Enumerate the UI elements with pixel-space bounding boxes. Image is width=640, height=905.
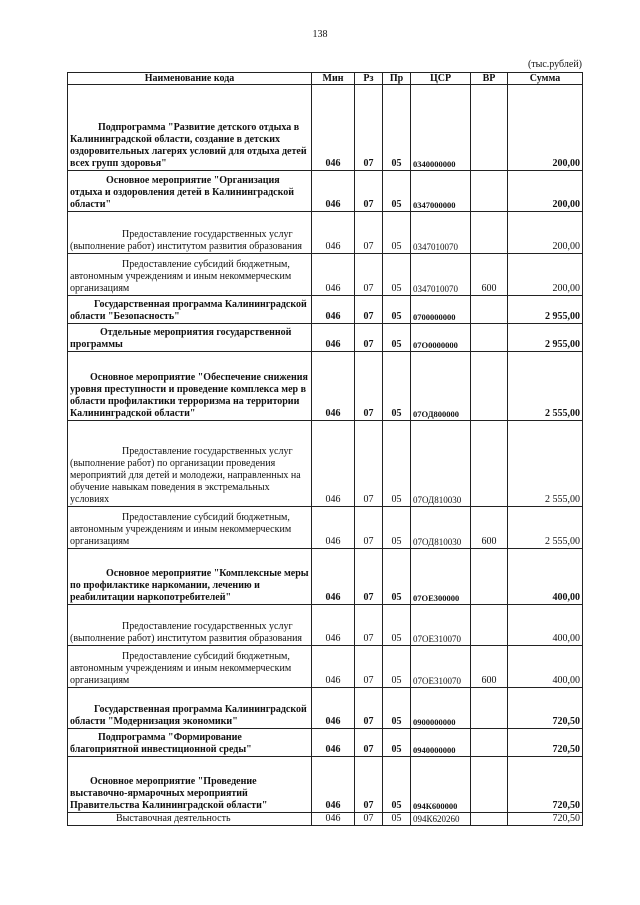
cell-name [68, 757, 312, 813]
cell-vr [471, 296, 508, 324]
cell-pr: 05 [383, 212, 411, 254]
cell-sum: 2 555,00 [508, 421, 583, 507]
cell-min: 046 [312, 212, 355, 254]
table-row [68, 605, 583, 646]
cell-csr: 094К600000 [411, 757, 471, 813]
cell-vr [471, 605, 508, 646]
row-name-text: Предоставление субсидий бюджетным, автономным учреждениям и иным некоммерческим организациям [70, 259, 292, 294]
cell-min: 046 [312, 688, 355, 729]
cell-csr: 07ОЕ310070 [411, 646, 471, 688]
row-name-text: Предоставление субсидий бюджетным, автономным учреждениям и иным некоммерческим организациям [70, 651, 292, 686]
cell-min: 046 [312, 85, 355, 171]
cell-vr [471, 85, 508, 171]
cell-pr: 05 [383, 85, 411, 171]
page-number: 138 [312, 29, 328, 40]
cell-pr: 05 [383, 688, 411, 729]
cell-vr [471, 421, 508, 507]
cell-min: 046 [312, 324, 355, 352]
cell-rz: 07 [355, 254, 383, 296]
table-row [68, 507, 583, 549]
header-rz: Рз [355, 73, 383, 85]
cell-name [68, 646, 312, 688]
cell-rz: 07 [355, 421, 383, 507]
cell-sum: 720,50 [508, 757, 583, 813]
cell-sum: 400,00 [508, 605, 583, 646]
cell-min: 046 [312, 507, 355, 549]
cell-sum: 720,50 [508, 729, 583, 757]
cell-csr: 0347010070 [411, 254, 471, 296]
cell-csr: 0340000000 [411, 85, 471, 171]
cell-vr: 600 [471, 646, 508, 688]
cell-sum: 2 955,00 [508, 324, 583, 352]
table-row [68, 85, 583, 171]
table-row [68, 324, 583, 352]
cell-min: 046 [312, 813, 355, 826]
table-row [68, 757, 583, 813]
row-name-text: Предоставление государственных услуг (выполнение работ) по организации проведения мероприятий для детей и молодежи, направленных на обучение навыкам поведения в экстремальных условиях [70, 446, 301, 505]
cell-csr: 094К620260 [411, 813, 471, 826]
cell-rz: 07 [355, 171, 383, 212]
cell-name [68, 85, 312, 171]
cell-rz: 07 [355, 212, 383, 254]
cell-sum: 200,00 [508, 171, 583, 212]
row-name-text: Государственная программа Калининградской области "Модернизация экономики" [70, 704, 307, 727]
row-name-text: Основное мероприятие "Обеспечение снижения уровня преступности и проведение комплекса мер в области профилактики терроризма на территории Калининградской области" [70, 372, 308, 419]
cell-csr: 07ОД810030 [411, 421, 471, 507]
table-row [68, 254, 583, 296]
cell-min: 046 [312, 352, 355, 421]
cell-vr [471, 352, 508, 421]
header-row [68, 73, 583, 85]
cell-vr [471, 813, 508, 826]
row-name-text: Государственная программа Калининградской области "Безопасность" [70, 299, 307, 322]
cell-vr [471, 757, 508, 813]
cell-min: 046 [312, 757, 355, 813]
table-body [68, 85, 583, 826]
cell-rz: 07 [355, 549, 383, 605]
cell-name [68, 296, 312, 324]
cell-name [68, 605, 312, 646]
row-name-text: Отдельные мероприятия государственной программы [70, 327, 292, 350]
cell-vr [471, 729, 508, 757]
budget-table [67, 72, 583, 826]
cell-csr: 0900000000 [411, 688, 471, 729]
cell-csr: 07О0000000 [411, 324, 471, 352]
cell-vr [471, 212, 508, 254]
cell-name [68, 729, 312, 757]
cell-min: 046 [312, 729, 355, 757]
cell-pr: 05 [383, 549, 411, 605]
row-name-text: Предоставление государственных услуг (выполнение работ) институтом развития образования [70, 621, 303, 644]
row-name-text: Подпрограмма "Формирование благоприятной инвестиционной среды" [70, 732, 252, 755]
header-pr: Пр [383, 73, 411, 85]
cell-pr: 05 [383, 254, 411, 296]
row-name-text: Подпрограмма "Развитие детского отдыха в Калининградской области, создание в детских оздоровительных лагерях условий для отдыха детей всех групп здоровья" [70, 122, 307, 169]
row-name-text: Основное мероприятие "Организация отдыха и оздоровления детей в Калининградской области" [70, 175, 294, 210]
units-label: (тыс.рублей) [527, 59, 582, 70]
cell-pr: 05 [383, 646, 411, 688]
cell-rz: 07 [355, 85, 383, 171]
cell-vr [471, 549, 508, 605]
table-row [68, 352, 583, 421]
table-row [68, 296, 583, 324]
cell-name [68, 688, 312, 729]
cell-pr: 05 [383, 324, 411, 352]
table-row [68, 729, 583, 757]
cell-pr: 05 [383, 421, 411, 507]
row-name-text: Основное мероприятие "Проведение выставочно-ярмарочных мероприятий Правительства Калининградской области" [70, 776, 268, 811]
cell-pr: 05 [383, 296, 411, 324]
cell-pr: 05 [383, 605, 411, 646]
cell-name [68, 421, 312, 507]
cell-vr: 600 [471, 507, 508, 549]
cell-rz: 07 [355, 646, 383, 688]
cell-sum: 2 555,00 [508, 507, 583, 549]
cell-csr: 0347000000 [411, 171, 471, 212]
row-name-text: Основное мероприятие "Комплексные меры по профилактике наркомании, лечению и реабилитации наркопотребителей" [70, 568, 309, 603]
cell-rz: 07 [355, 296, 383, 324]
table-row [68, 171, 583, 212]
cell-sum: 400,00 [508, 646, 583, 688]
cell-sum: 2 955,00 [508, 296, 583, 324]
cell-rz: 07 [355, 605, 383, 646]
cell-name [68, 549, 312, 605]
cell-min: 046 [312, 549, 355, 605]
cell-vr [471, 688, 508, 729]
table-row [68, 421, 583, 507]
cell-name [68, 507, 312, 549]
header-name: Наименование кода [68, 73, 312, 85]
header-min: Мин [312, 73, 355, 85]
cell-csr: 0940000000 [411, 729, 471, 757]
header-csr: ЦСР [411, 73, 471, 85]
cell-csr: 0700000000 [411, 296, 471, 324]
cell-min: 046 [312, 254, 355, 296]
cell-csr: 0347010070 [411, 212, 471, 254]
cell-sum: 720,50 [508, 688, 583, 729]
table-row [68, 813, 583, 826]
header-vr: ВР [471, 73, 508, 85]
cell-sum: 200,00 [508, 212, 583, 254]
cell-rz: 07 [355, 688, 383, 729]
table-row [68, 688, 583, 729]
cell-min: 046 [312, 646, 355, 688]
cell-min: 046 [312, 421, 355, 507]
table-row [68, 212, 583, 254]
cell-csr: 07ОЕ310070 [411, 605, 471, 646]
row-name-text: Предоставление субсидий бюджетным, автономным учреждениям и иным некоммерческим организациям [70, 512, 292, 547]
cell-csr: 07ОД800000 [411, 352, 471, 421]
cell-sum: 400,00 [508, 549, 583, 605]
cell-vr [471, 324, 508, 352]
cell-pr: 05 [383, 507, 411, 549]
cell-min: 046 [312, 296, 355, 324]
cell-rz: 07 [355, 757, 383, 813]
cell-pr: 05 [383, 171, 411, 212]
cell-sum: 2 555,00 [508, 352, 583, 421]
cell-sum: 720,50 [508, 813, 583, 826]
cell-name [68, 813, 312, 826]
cell-pr: 05 [383, 757, 411, 813]
cell-sum: 200,00 [508, 85, 583, 171]
cell-pr: 05 [383, 352, 411, 421]
cell-name [68, 171, 312, 212]
cell-vr: 600 [471, 254, 508, 296]
row-name-text: Выставочная деятельность [116, 813, 231, 824]
cell-name [68, 352, 312, 421]
cell-rz: 07 [355, 324, 383, 352]
cell-csr: 07ОД810030 [411, 507, 471, 549]
cell-pr: 05 [383, 729, 411, 757]
cell-name [68, 324, 312, 352]
cell-csr: 07ОЕ300000 [411, 549, 471, 605]
cell-vr [471, 171, 508, 212]
cell-min: 046 [312, 605, 355, 646]
header-sum: Сумма [508, 73, 583, 85]
cell-pr: 05 [383, 813, 411, 826]
row-name-text: Предоставление государственных услуг (выполнение работ) институтом развития образования [70, 229, 303, 252]
cell-sum: 200,00 [508, 254, 583, 296]
cell-min: 046 [312, 171, 355, 212]
table-row [68, 646, 583, 688]
cell-name [68, 254, 312, 296]
cell-rz: 07 [355, 352, 383, 421]
table-row [68, 549, 583, 605]
cell-rz: 07 [355, 813, 383, 826]
cell-rz: 07 [355, 507, 383, 549]
cell-rz: 07 [355, 729, 383, 757]
cell-name [68, 212, 312, 254]
